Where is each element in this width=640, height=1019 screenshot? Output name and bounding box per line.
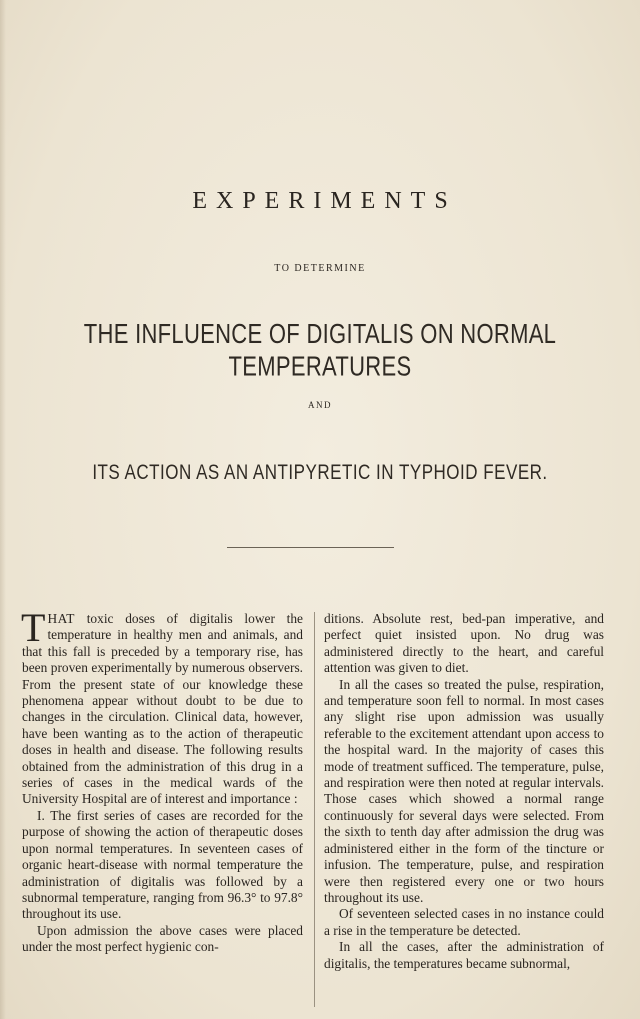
column-divider xyxy=(314,612,315,1007)
main-title-2: ITS ACTION AS AN ANTIPYRETIC IN TYPHOID FEVER. xyxy=(92,460,548,484)
page-edge-shadow xyxy=(0,0,6,1019)
paragraph-2: I. The first series of cases are recorded for the purpose of showing the action of therapeutic doses upon normal temperatures. In seventeen cases of organic heart-disease with normal temperature the administration of digitalis was followed by a subnormal temperature, ranging from 96.3° to 97.8° throughout its use. xyxy=(22,807,303,922)
paragraph-1-text: toxic doses of digitalis lower the temperature in healthy men and animals, and that this fall is preceded by a temporary rise, has been proven experimentally by numerous observers. From the present state of our knowledge these phenomena appear without doubt to be due to changes in the circulation. Clinical data, however, have been wanting as to the action of therapeutic doses in health and disease. The following results obtained from the administration of this drug in a series of cases in the medical wards of the University Hospital are of interest and importance : xyxy=(22,611,303,807)
subtitle-to-determine: TO DETERMINE xyxy=(274,263,366,274)
title-experiments: EXPERIMENTS xyxy=(192,188,457,214)
paragraph-3: Upon admission the above cases were placed under the most perfect hygienic con- xyxy=(22,922,303,955)
paragraph-6: Of seventeen selected cases in no instance could a rise in the temperature be detected. xyxy=(324,906,604,938)
left-column xyxy=(21,605,303,956)
title-rule xyxy=(227,547,394,548)
paragraph-4: ditions. Absolute rest, bed-pan imperative, and perfect quiet insisted upon. No drug was administered directly to the heart, and careful attention was given to diet. xyxy=(324,611,604,676)
drop-cap-rest: HAT xyxy=(47,611,75,626)
right-column xyxy=(324,611,604,972)
main-title: THE INFLUENCE OF DIGITALIS ON NORMAL TEMPERATURES xyxy=(83,318,557,382)
title-conjunction: AND xyxy=(308,400,332,410)
paragraph-5: In all the cases so treated the pulse, respiration, and temperature soon fell to normal. In most cases any slight rise upon admission was usually referable to the excitement attendant upon access to the hospital ward. In the majority of cases this mode of treatment sufficed. The temperature, pulse, and respiration were then noted at regular intervals. Those cases which showed a normal range continuously for several days were selected. From the sixth to tenth day after admission the drug was administered either in the form of the tincture or infusion. The temperature, pulse, and respiration were then registered every one or two hours throughout its use. xyxy=(324,676,604,905)
drop-cap: T xyxy=(21,605,46,650)
paragraph-1 xyxy=(21,605,303,808)
paragraph-7: In all the cases, after the administration of digitalis, the temperatures became subnormal, xyxy=(324,939,604,971)
